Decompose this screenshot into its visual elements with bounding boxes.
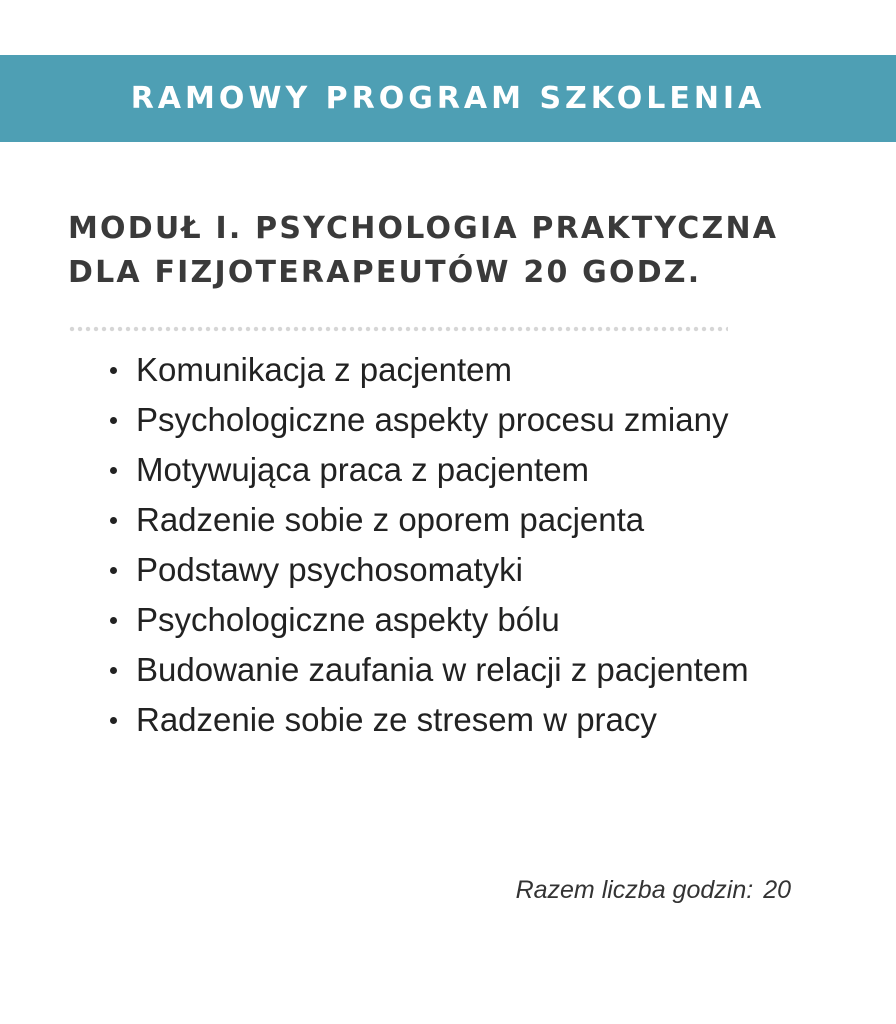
bullet-icon [110,367,117,374]
bullet-icon [110,567,117,574]
total-hours-label: Razem liczba godzin: [515,876,754,904]
bullet-icon [110,717,117,724]
topic-item [110,495,749,545]
module-title-line-1: MODUŁ I. PSYCHOLOGIA PRAKTYCZNA [68,211,779,246]
header-banner [0,55,896,142]
module-title-line-2: DLA FIZJOTERAPEUTÓW 20 GODZ. [68,255,702,290]
bullet-icon [110,667,117,674]
topic-item [110,595,749,645]
module-title [68,207,848,295]
topic-item [110,645,749,695]
topic-text: Budowanie zaufania w relacji z pacjentem [136,651,749,688]
topic-text: Psychologiczne aspekty bólu [136,601,560,638]
banner-title: RAMOWY PROGRAM SZKOLENIA [130,81,766,116]
topic-text: Psychologiczne aspekty procesu zmiany [136,401,729,438]
dotted-divider [68,326,728,332]
bullet-icon [110,617,117,624]
total-hours-value: 20 [763,876,791,904]
bullet-icon [110,517,117,524]
total-hours [516,876,791,905]
bullet-icon [110,417,117,424]
topic-item [110,445,749,495]
topic-list [110,345,749,745]
topic-text: Podstawy psychosomatyki [136,551,523,588]
topic-item [110,395,749,445]
topic-text: Motywująca praca z pacjentem [136,451,590,488]
topic-text: Komunikacja z pacjentem [136,351,513,388]
topic-text: Radzenie sobie z oporem pacjenta [136,501,645,538]
topic-item [110,695,749,745]
topic-text: Radzenie sobie ze stresem w pracy [136,701,657,738]
topic-item [110,345,749,395]
bullet-icon [110,467,117,474]
topic-item [110,545,749,595]
